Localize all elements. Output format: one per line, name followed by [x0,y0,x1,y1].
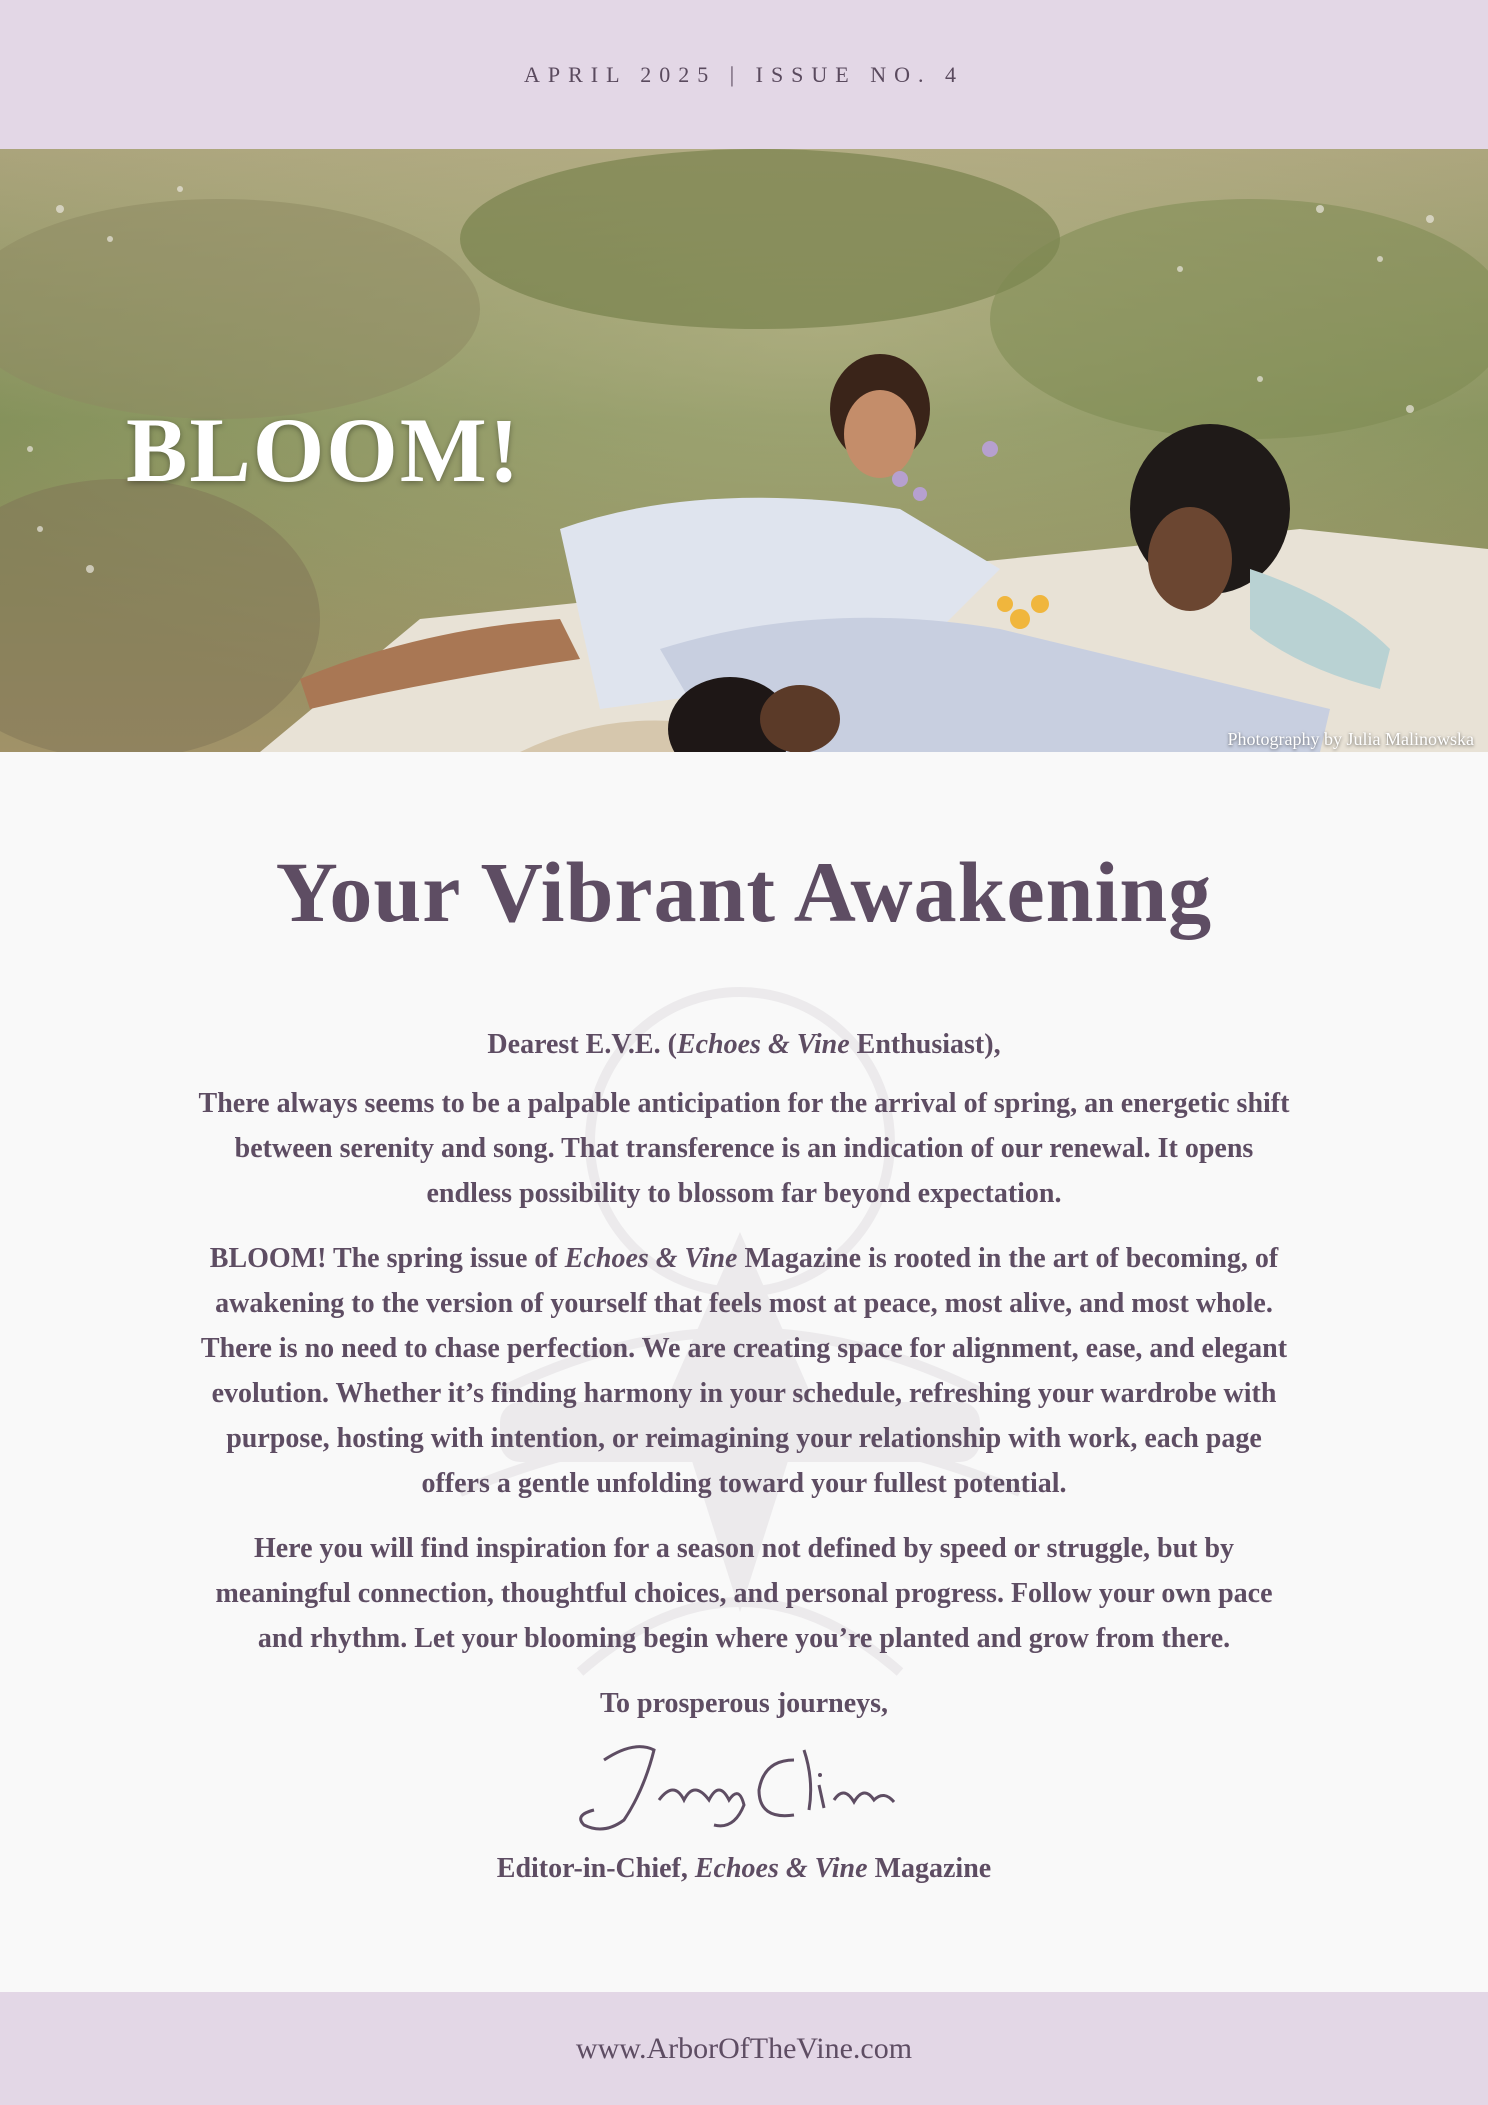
paragraph-1: There always seems to be a palpable anticipation for the arrival of spring, an energetic shift between serenity and song. That transference is an indication of our renewal. It opens endless possibility to blossom far beyond expectation. [198,1088,1290,1209]
signer-role: Editor-in-Chief, [496,1853,695,1884]
issue-line: APRIL 2025 | ISSUE NO. 4 [523,61,965,87]
signer-role-end: Magazine [867,1853,992,1884]
paragraph-2-start: BLOOM! The spring issue of [209,1243,565,1274]
paragraph-2-rest: Magazine is rooted in the art of becoming, of awakening to the version of yourself that feels most at peace, most alive, and most whole. There is no need to chase perfection. We are creating space for alignment, ease, and elegant evolution. Whether it’s finding harmony in your schedule, refreshing your wardrobe with purpose, hosting with intention, or reimagining your relationship with work, each page offers a gentle unfolding toward your fullest potential. [200,1243,1288,1499]
signer-title [190,1846,1298,1891]
salutation-text: Dearest E.V.E. ( [487,1029,677,1060]
issue-header [0,0,1488,149]
closing-line: To prosperous journeys, [599,1688,889,1719]
hero-headline: BLOOM! [126,399,522,501]
website-link[interactable]: www.ArborOfTheVine.com [575,2031,913,2065]
signature-image [564,1730,924,1840]
salutation-text-end: Enthusiast), [849,1029,1001,1060]
letter-body [190,1022,1298,1911]
brand-name: Echoes & Vine [694,1853,868,1884]
page-title: Your Vibrant Awakening [275,844,1213,940]
brand-name: Echoes & Vine [564,1243,738,1274]
salutation [190,1022,1298,1067]
paragraph-3: Here you will find inspiration for a season not defined by speed or struggle, but by meaningful connection, thoughtful choices, and personal progress. Follow your own pace and rhythm. Let your blooming begin where you’re planted and grow from there. [215,1533,1273,1654]
paragraph-2 [190,1236,1298,1506]
hero-photo [0,149,1488,752]
brand-name: Echoes & Vine [676,1029,850,1060]
footer-band [0,1992,1488,2105]
editor-letter-section [0,752,1488,1992]
photo-credit: Photography by Julia Malinowska [1227,729,1474,749]
